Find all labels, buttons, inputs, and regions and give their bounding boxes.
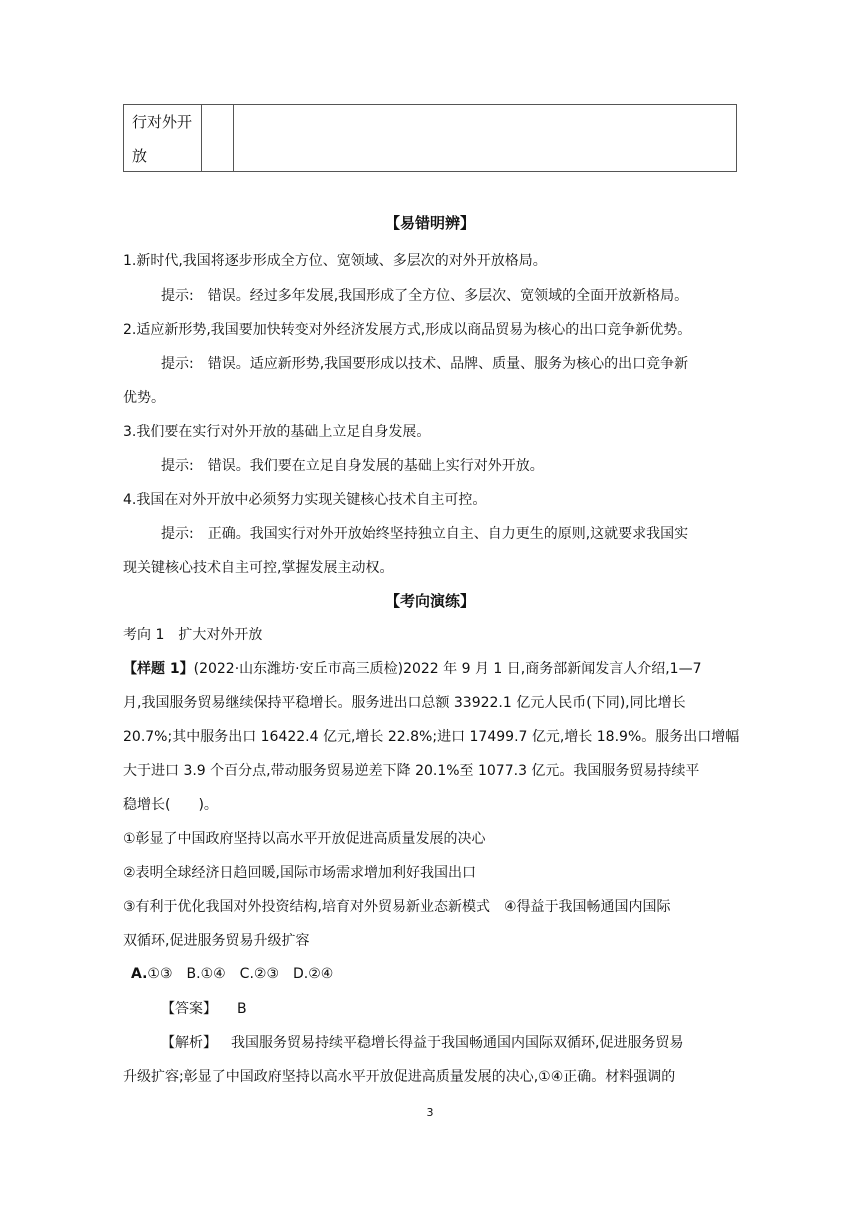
analysis-line-2: 升级扩容;彰显了中国政府坚持以高水平开放促进高质量发展的决心,①④正确。材料强调的	[123, 1069, 676, 1085]
example-label: 【样题 1】	[123, 661, 194, 677]
option-line-1: ①彰显了中国政府坚持以高水平开放促进高质量发展的决心	[123, 831, 486, 847]
table-cell-text-line2: 放	[132, 147, 148, 165]
example-line-5: 稳增长( )。	[123, 797, 218, 813]
mistake-hint-2-line2: 优势。	[123, 390, 165, 406]
direction-title: 考向 1 扩大对外开放	[123, 627, 263, 643]
option-line-2: ②表明全球经济日趋回暖,国际市场需求增加利好我国出口	[123, 865, 476, 881]
content-table	[123, 104, 737, 172]
mistake-hint-4-line2: 现关键核心技术自主可控,掌握发展主动权。	[123, 560, 394, 576]
mistake-question-1: 1.新时代,我国将逐步形成全方位、宽领域、多层次的对外开放格局。	[123, 253, 547, 269]
mistake-hint-4-line1: 提示: 正确。我国实行对外开放始终坚持独立自主、自力更生的原则,这就要求我国实	[161, 526, 689, 542]
choices-text: ①③ B.①④ C.②③ D.②④	[147, 966, 334, 982]
example-line-2: 月,我国服务贸易继续保持平稳增长。服务进出口总额 33922.1 亿元人民币(下同),同比增长	[123, 695, 686, 711]
mistake-hint-3: 提示: 错误。我们要在立足自身发展的基础上实行对外开放。	[161, 458, 544, 474]
example-text-1: (2022·山东潍坊·安丘市高三质检)2022 年 9 月 1 日,商务部新闻发言人介绍,1—7	[193, 661, 702, 677]
table-cell-empty-wide	[234, 105, 736, 171]
mistake-question-4: 4.我国在对外开放中必须努力实现关键核心技术自主可控。	[123, 492, 487, 508]
analysis-label: 【解析】	[161, 1035, 217, 1051]
choice-a-label: A.	[131, 966, 148, 982]
section-heading-mistakes: 【易错明辨】	[384, 214, 475, 232]
answer-value: B	[237, 1001, 247, 1017]
analysis-line-1	[161, 1033, 683, 1053]
example-line-3: 20.7%;其中服务出口 16422.4 亿元,增长 22.8%;进口 17499.7 亿元,增长 18.9%。服务出口增幅	[123, 729, 740, 745]
table-cell-empty	[202, 105, 234, 171]
page-number: 3	[426, 1106, 434, 1119]
mistake-question-2: 2.适应新形势,我国要加快转变对外经济发展方式,形成以商品贸易为核心的出口竞争新优势。	[123, 322, 692, 338]
table-cell-label	[124, 105, 202, 171]
choices-line	[131, 964, 333, 984]
example-line-1	[123, 659, 702, 679]
table-cell-text-line1: 行对外开	[132, 113, 193, 131]
mistake-question-3: 3.我们要在实行对外开放的基础上立足自身发展。	[123, 424, 431, 440]
answer-label: 【答案】	[161, 1001, 217, 1017]
answer-line	[161, 999, 247, 1019]
option-line-4: 双循环,促进服务贸易升级扩容	[123, 933, 310, 949]
example-line-4: 大于进口 3.9 个百分点,带动服务贸易逆差下降 20.1%至 1077.3 亿元。我国服务贸易持续平	[123, 763, 700, 779]
option-line-3: ③有利于优化我国对外投资结构,培育对外贸易新业态新模式 ④得益于我国畅通国内国际	[123, 899, 671, 915]
analysis-text-1: 我国服务贸易持续平稳增长得益于我国畅通国内国际双循环,促进服务贸易	[231, 1035, 684, 1051]
mistake-hint-2-line1: 提示: 错误。适应新形势,我国要形成以技术、品牌、质量、服务为核心的出口竞争新	[161, 356, 689, 372]
mistake-hint-1: 提示: 错误。经过多年发展,我国形成了全方位、多层次、宽领域的全面开放新格局。	[161, 288, 689, 304]
section-heading-practice: 【考向演练】	[384, 592, 475, 610]
